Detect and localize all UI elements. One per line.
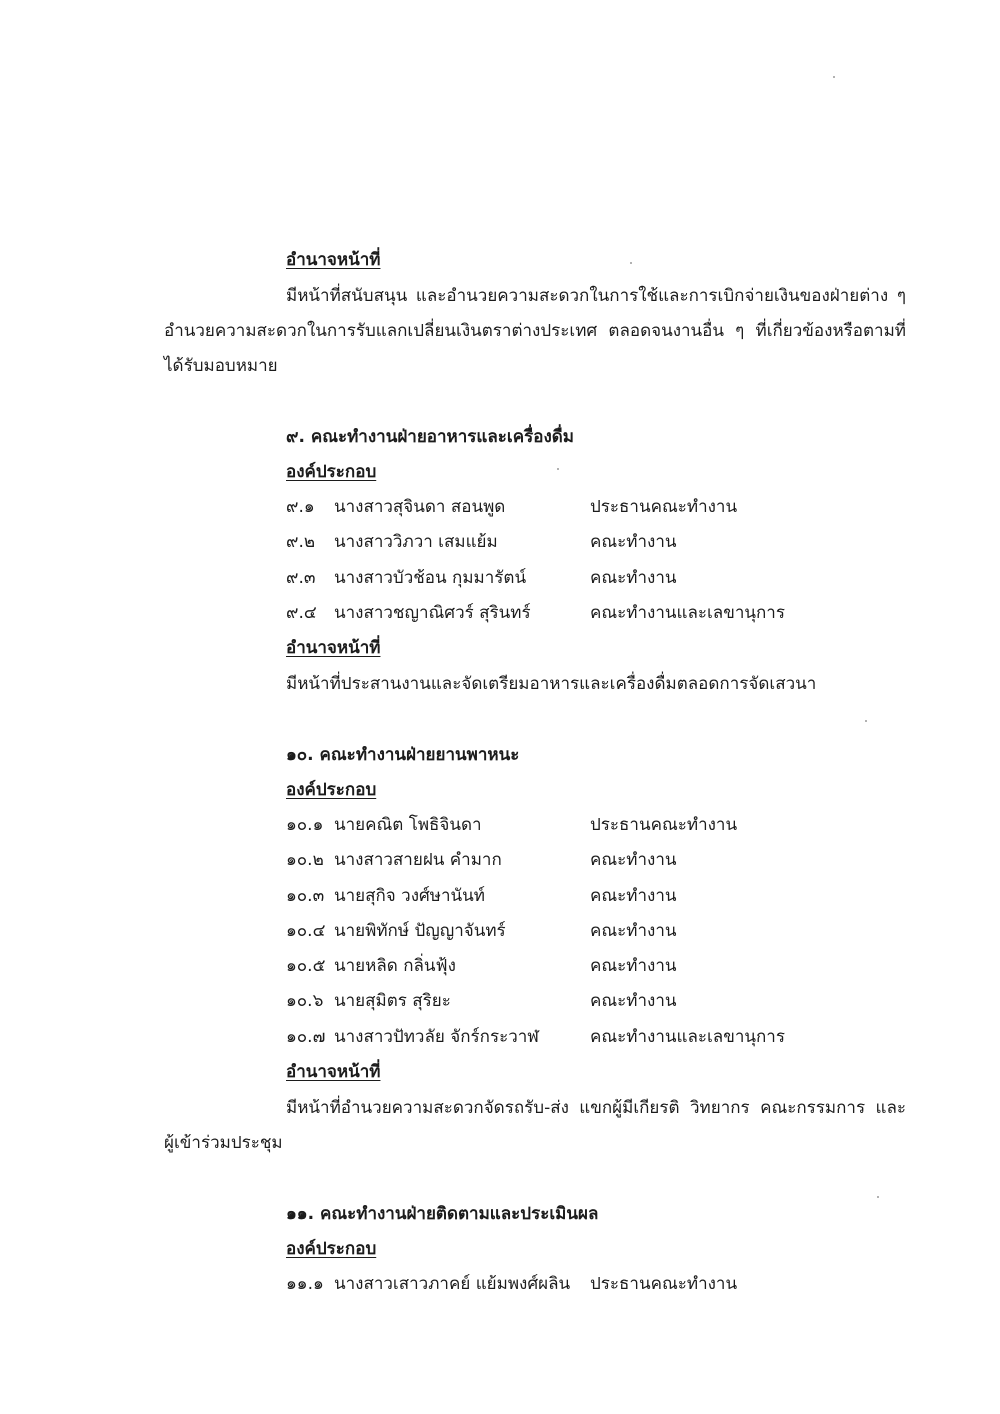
member-no: ๑๐.๒ [286,850,324,870]
member-no: ๑๐.๓ [286,886,325,906]
member-name: นายคณิต โพธิจินดา [334,815,482,835]
scan-speck [877,1196,879,1198]
member-no: ๑๐.๑ [286,815,324,835]
sec8-duty-line-1: มีหน้าที่สนับสนุน และอำนวยความสะดวกในการใช้และการเบิกจ่ายเงินของฝ่ายต่าง ๆ [286,286,906,306]
sec10-duty-line-1: มีหน้าที่อำนวยความสะดวกจัดรถรับ-ส่ง แขกผู้มีเกียรติ วิทยากร คณะกรรมการ และ [286,1098,906,1118]
member-name: นายสุมิตร สุริยะ [334,991,451,1011]
sec9-member-row [286,601,886,625]
sec9-member-row [286,566,886,590]
sec10-member-row [286,989,886,1013]
sec10-title: ๑๐. คณะทำงานฝ่ายยานพาหนะ [286,745,520,765]
sec11-members-heading: องค์ประกอบ [286,1239,377,1259]
sec9-duty-heading: อำนาจหน้าที่ [286,638,381,658]
member-role: ประธานคณะทำงาน [590,815,738,835]
member-no: ๑๐.๔ [286,921,326,941]
member-no: ๙.๔ [286,603,317,623]
sec10-member-row [286,848,886,872]
member-role: คณะทำงาน [590,886,677,906]
member-role: คณะทำงาน [590,532,677,552]
sec10-member-row [286,884,886,908]
sec8-duty-line-3: ได้รับมอบหมาย [164,356,278,376]
member-no: ๑๐.๕ [286,956,326,976]
member-name: นายสุกิจ วงศ์ษานันท์ [334,886,485,906]
member-no: ๑๑.๑ [286,1274,324,1294]
sec11-title: ๑๑. คณะทำงานฝ่ายติดตามและประเมินผล [286,1204,599,1224]
member-name: นายพิทักษ์ ปัญญาจันทร์ [334,921,506,941]
member-no: ๙.๓ [286,568,316,588]
member-name: นางสาววิภวา เสมแย้ม [334,532,498,552]
sec9-title: ๙. คณะทำงานฝ่ายอาหารและเครื่องดื่ม [286,427,575,447]
member-role: คณะทำงาน [590,956,677,976]
sec10-members-heading: องค์ประกอบ [286,780,377,800]
member-name: นางสาวสายฝน คำมาก [334,850,502,870]
sec9-member-row [286,530,886,554]
member-role: คณะทำงานและเลขานุการ [590,1027,785,1047]
member-name: นางสาวปัทวลัย จักร์กระวาฬ [334,1027,539,1047]
member-name: นางสาวชญาณิศวร์ สุรินทร์ [334,603,531,623]
member-role: ประธานคณะทำงาน [590,497,738,517]
member-no: ๑๐.๗ [286,1027,326,1047]
member-role: คณะทำงาน [590,991,677,1011]
member-role: คณะทำงาน [590,921,677,941]
scan-speck [557,468,559,470]
member-name: นายหลิด กลิ่นฟุ้ง [334,956,456,976]
sec10-member-row [286,813,886,837]
member-no: ๙.๒ [286,532,316,552]
sec10-member-row [286,1025,886,1049]
sec10-duty-line-2: ผู้เข้าร่วมประชุม [164,1133,283,1153]
sec8-duty-heading: อำนาจหน้าที่ [286,250,381,270]
member-name: นางสาวสุจินดา สอนพูด [334,497,506,517]
scan-speck [630,262,632,264]
member-name: นางสาวบัวช้อน กุมมารัตน์ [334,568,527,588]
scan-speck [865,720,867,722]
sec8-duty-line-2: อำนวยความสะดวกในการรับแลกเปลี่ยนเงินตราต่างประเทศ ตลอดจนงานอื่น ๆ ที่เกี่ยวข้องหรือตามที่ [164,321,906,341]
sec10-member-row [286,919,886,943]
member-name: นางสาวเสาวภาคย์ แย้มพงศ์ผลิน [334,1274,571,1294]
member-role: คณะทำงานและเลขานุการ [590,603,785,623]
member-role: คณะทำงาน [590,568,677,588]
sec10-duty-heading: อำนาจหน้าที่ [286,1062,381,1082]
member-no: ๙.๑ [286,497,315,517]
member-role: ประธานคณะทำงาน [590,1274,738,1294]
sec11-member-row [286,1272,886,1296]
scan-speck [833,76,835,78]
sec9-duty-line-1: มีหน้าที่ประสานงานและจัดเตรียมอาหารและเครื่องดื่มตลอดการจัดเสวนา [286,674,817,694]
sec9-member-row [286,495,886,519]
sec10-member-row [286,954,886,978]
member-no: ๑๐.๖ [286,991,324,1011]
member-role: คณะทำงาน [590,850,677,870]
sec9-members-heading: องค์ประกอบ [286,462,377,482]
